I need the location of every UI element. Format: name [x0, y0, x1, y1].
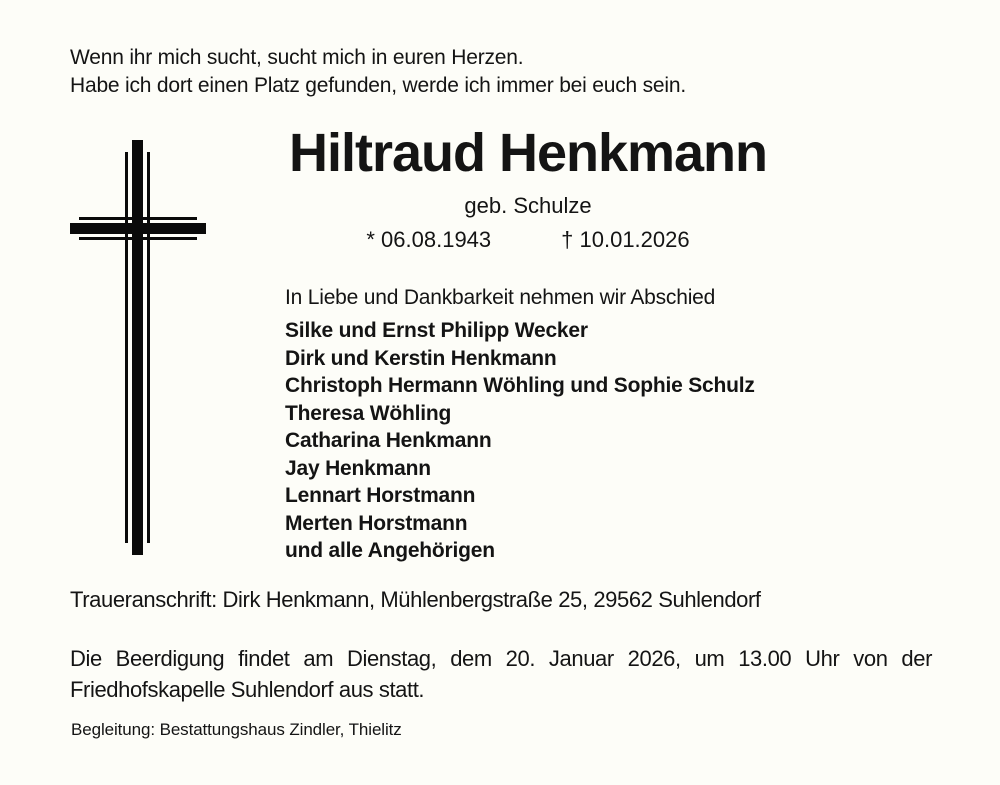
mourner-line: Catharina Henkmann — [285, 429, 492, 452]
funeral-info: Die Beerdigung findet am Dienstag, dem 20. Januar 2026, um 13.00 Uhr von der Friedhofskapelle Suhlendorf aus statt. — [70, 646, 932, 702]
epigraph-line-2: Habe ich dort einen Platz gefunden, werde ich immer bei euch sein. — [70, 74, 686, 97]
mourner-line: Dirk und Kerstin Henkmann — [285, 346, 557, 370]
mourners-list — [285, 317, 771, 565]
deceased-name: Hiltraud Henkmann — [288, 123, 768, 183]
epigraph-line-1: Wenn ihr mich sucht, sucht mich in euren Herzen. — [70, 46, 524, 69]
farewell-intro: In Liebe und Dankbarkeit nehmen wir Abschied — [285, 286, 716, 309]
mourner-line: Christoph Hermann Wöhling und Sophie Schulz — [285, 374, 755, 397]
mourner-line: Lennart Horstmann — [285, 484, 476, 507]
maiden-name: geb. Schulze — [464, 193, 592, 218]
notice-body — [285, 123, 771, 565]
mourner-line: und alle Angehörigen — [285, 539, 495, 562]
mourner-line: Jay Henkmann — [285, 456, 431, 480]
birth-date: * 06.08.1943 — [366, 227, 492, 252]
mourner-line: Silke und Ernst Philipp Wecker — [285, 319, 588, 342]
epigraph — [70, 44, 686, 100]
mourning-address: Traueranschrift: Dirk Henkmann, Mühlenbergstraße 25, 29562 Suhlendorf — [70, 587, 761, 612]
mourner-line: Theresa Wöhling — [285, 401, 452, 425]
mourner-line: Merten Horstmann — [285, 511, 468, 535]
life-dates — [285, 228, 771, 252]
funeral-home-info: Begleitung: Bestattungshaus Zindler, Thielitz — [71, 720, 402, 739]
memorial-cross-icon — [70, 138, 210, 558]
death-date: † 10.01.2026 — [561, 227, 690, 252]
